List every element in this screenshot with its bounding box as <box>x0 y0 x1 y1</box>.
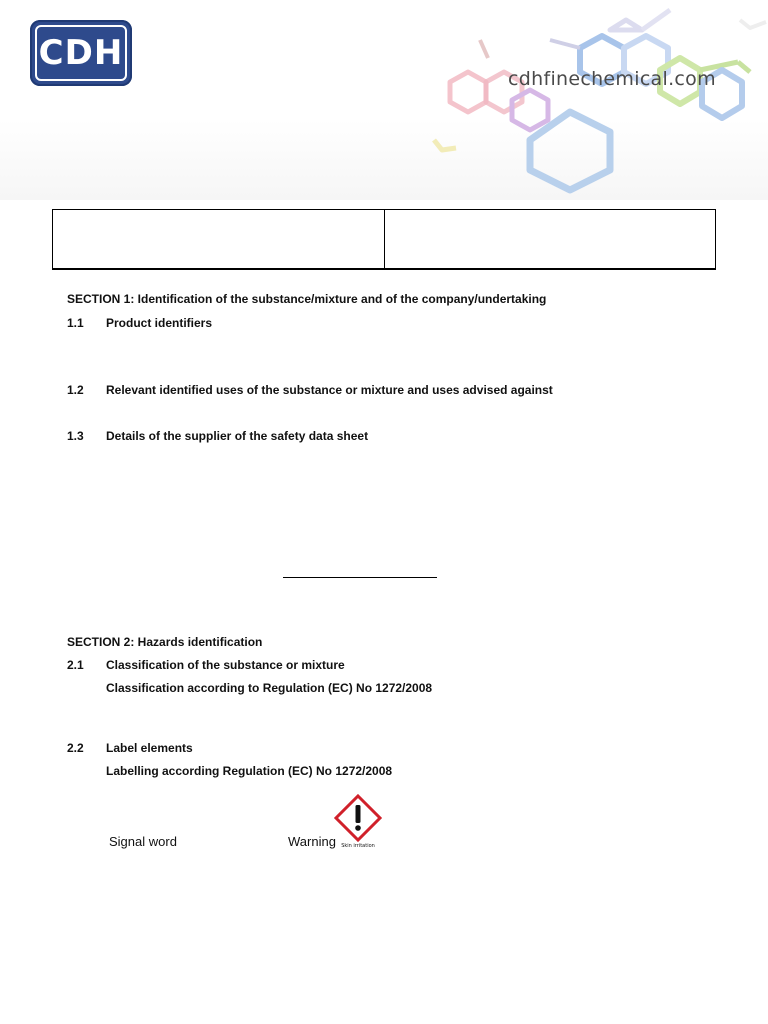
subsection-1-2-number: 1.2 <box>67 383 84 397</box>
subsection-2-1-subtitle: Classification according to Regulation (EC) No 1272/2008 <box>106 681 433 695</box>
section-1-heading: SECTION 1: Identification of the substance/mixture and of the company/undertaking <box>67 292 547 306</box>
logo-text: CDH <box>38 33 124 73</box>
subsection-2-2-number: 2.2 <box>67 741 84 755</box>
molecule-decoration <box>420 0 768 200</box>
subsection-1-2-title: Relevant identified uses of the substance or mixture and uses advised against <box>106 383 553 397</box>
signal-word-value: Warning <box>288 834 336 849</box>
info-table <box>52 209 716 270</box>
signal-word-label: Signal word <box>109 834 177 849</box>
subsection-2-1-number: 2.1 <box>67 658 84 672</box>
section-2-heading: SECTION 2: Hazards identification <box>67 635 263 649</box>
subsection-2-2-title: Label elements <box>106 741 193 755</box>
info-table-cell-right <box>385 210 715 268</box>
exclamation-mark-diamond-icon <box>334 794 382 850</box>
subsection-2-2-subtitle: Labelling according Regulation (EC) No 1272/2008 <box>106 764 393 778</box>
logo-frame <box>35 25 127 81</box>
subsection-1-1-number: 1.1 <box>67 316 84 330</box>
subsection-1-1-title: Product identifiers <box>106 316 213 330</box>
subsection-2-1-title: Classification of the substance or mixture <box>106 658 345 672</box>
subsection-1-3-title: Details of the supplier of the safety data sheet <box>106 429 369 443</box>
divider-line <box>283 577 437 578</box>
pictogram-caption: Skin irritation <box>341 843 375 849</box>
subsection-1-3-number: 1.3 <box>67 429 84 443</box>
website-url: cdhfinechemical.com <box>508 68 716 90</box>
cdh-logo <box>30 20 132 86</box>
info-table-cell-left <box>53 210 385 268</box>
